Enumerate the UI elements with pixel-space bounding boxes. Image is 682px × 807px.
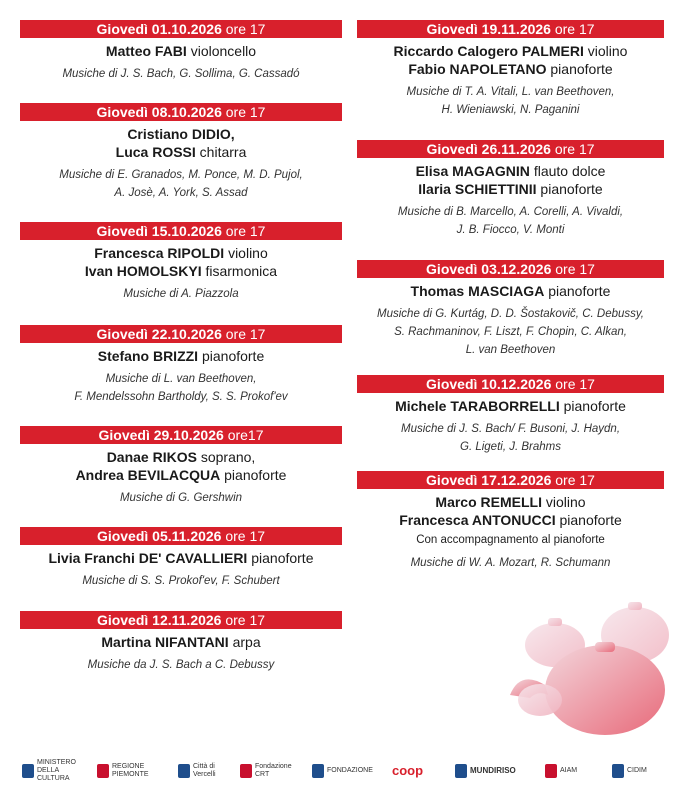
program-line: F. Mendelssohn Bartholdy, S. S. Prokof'ev — [74, 391, 288, 403]
performers — [357, 397, 664, 415]
performer-name: Luca ROSSI — [115, 144, 196, 160]
program-line: Musiche da J. S. Bach a C. Debussy — [87, 659, 275, 671]
event-date: Giovedì 15.10.2026 — [96, 223, 222, 239]
performer-name: Martina NIFANTANI — [101, 634, 229, 650]
performer-name: Francesca RIPOLDI — [94, 245, 225, 261]
performer-line — [357, 60, 664, 78]
program-line: Musiche di W. A. Mozart, R. Schumann — [410, 557, 611, 569]
event-date: Giovedì 08.10.2026 — [96, 104, 222, 120]
logo-vercelli — [178, 756, 218, 786]
performer-name: Elisa MAGAGNIN — [415, 163, 530, 179]
performer-instrument: pianoforte — [563, 398, 626, 414]
performer-name: Andrea BEVILACQUA — [75, 467, 221, 483]
date-bar — [357, 471, 664, 489]
event-date: Giovedì 10.12.2026 — [426, 376, 552, 392]
event-time: ore 17 — [225, 612, 266, 628]
performer-line — [20, 244, 342, 262]
program-line: Musiche di T. A. Vitali, L. van Beethoven, — [406, 86, 615, 98]
event-date: Giovedì 12.11.2026 — [96, 612, 222, 628]
program — [20, 166, 342, 202]
performer-line — [357, 162, 664, 180]
performer-instrument: pianoforte — [201, 348, 265, 364]
program-line: G. Ligeti, J. Brahms — [460, 441, 561, 453]
performer-name: Michele TARABORRELLI — [395, 398, 560, 414]
program — [357, 305, 664, 359]
performer-instrument: violoncello — [190, 43, 257, 59]
program-line: L. van Beethoven — [465, 344, 556, 356]
logo-mundiriso — [455, 756, 533, 786]
logo-regione — [97, 756, 159, 786]
event-time: ore 17 — [555, 376, 595, 392]
date-bar — [20, 20, 342, 38]
performer-line — [357, 511, 664, 529]
performer-line — [357, 397, 664, 415]
event-block — [357, 260, 664, 359]
program-line: Musiche di A. Piazzola — [123, 288, 239, 300]
performers — [357, 42, 664, 78]
performers — [20, 347, 342, 365]
event-time: ore 17 — [555, 472, 595, 488]
date-bar — [357, 260, 664, 278]
crt-mark-icon — [240, 764, 252, 778]
program-line: Musiche di G. Gershwin — [119, 492, 243, 504]
date-bar — [20, 325, 342, 343]
performers — [20, 549, 342, 567]
program — [20, 572, 342, 590]
performer-line — [20, 42, 342, 60]
performer-line — [20, 448, 342, 466]
event-block — [20, 103, 342, 202]
performer-name: Livia Franchi DE' CAVALLIERI — [48, 550, 248, 566]
performer-instrument: pianoforte — [224, 467, 287, 483]
program-line: Musiche di E. Granados, M. Ponce, M. D. Pujol, — [59, 169, 303, 181]
logo-fondazione — [312, 756, 372, 786]
program-line: H. Wieniawski, N. Paganini — [441, 104, 580, 116]
performer-name: Francesca ANTONUCCI — [399, 512, 556, 528]
program-line: J. B. Fiocco, V. Monti — [456, 224, 565, 236]
performer-name: Matteo FABI — [105, 43, 187, 59]
performer-name: Stefano BRIZZI — [97, 348, 199, 364]
program-line: A. Josè, A. York, S. Assad — [114, 187, 248, 199]
event-block — [357, 140, 664, 239]
event-block — [357, 471, 664, 572]
event-time: ore 17 — [225, 528, 266, 544]
performers — [20, 244, 342, 280]
program — [20, 370, 342, 406]
date-bar — [357, 20, 664, 38]
program — [20, 489, 342, 507]
vercelli-mark-icon — [178, 764, 190, 778]
vercelli-logo-text: Città di Vercelli — [193, 763, 216, 778]
performer-name: Cristiano DIDIO, — [127, 126, 235, 142]
performer-line — [20, 549, 342, 567]
program-line: Musiche di G. Kurtág, D. D. Šostakovič, C. Debussy, — [377, 308, 644, 320]
performer-instrument: soprano, — [200, 449, 256, 465]
event-date: Giovedì 29.10.2026 — [98, 427, 224, 443]
event-date: Giovedì 26.11.2026 — [426, 141, 551, 157]
date-bar — [357, 375, 664, 393]
event-note: Con accompagnamento al pianoforte — [416, 534, 605, 546]
performer-name: Danae RIKOS — [106, 449, 197, 465]
cidim-mark-icon — [612, 764, 624, 778]
performer-instrument: flauto dolce — [533, 163, 606, 179]
cidim-logo-text: CIDIM — [627, 767, 647, 774]
performer-instrument: violino — [587, 43, 628, 59]
event-time: ore 17 — [225, 104, 266, 120]
teapot-illustration — [500, 590, 682, 740]
event-block — [20, 222, 342, 303]
aiam-logo-text: AIAM — [560, 767, 578, 774]
performer-line — [357, 282, 664, 300]
date-bar — [20, 426, 342, 444]
event-date: Giovedì 22.10.2026 — [96, 326, 222, 342]
aiam-mark-icon — [545, 764, 557, 778]
performer-instrument: violino — [228, 245, 268, 261]
performer-name: Fabio NAPOLETANO — [408, 61, 547, 77]
event-block — [357, 20, 664, 119]
performer-line — [20, 143, 342, 161]
performer-line — [20, 262, 342, 280]
performer-name: Riccardo Calogero PALMERI — [393, 43, 584, 59]
performers — [20, 448, 342, 484]
date-bar — [357, 140, 664, 158]
performer-name: Marco REMELLI — [435, 494, 542, 510]
ministero-logo-text: MINISTERO DELLA CULTURA — [37, 759, 76, 782]
mundiriso-logo-text: MUNDIRISO — [470, 766, 516, 775]
performer-line — [357, 42, 664, 60]
performer-instrument: pianoforte — [540, 181, 603, 197]
program-line: S. Rachmaninov, F. Liszt, F. Chopin, C. Alkan, — [394, 326, 627, 338]
performers — [357, 282, 664, 300]
event-block — [357, 375, 664, 456]
logo-crt — [240, 756, 300, 786]
performers — [20, 42, 342, 60]
program-line: Musiche di L. van Beethoven, — [105, 373, 257, 385]
program — [20, 65, 342, 83]
performer-instrument: chitarra — [199, 144, 247, 160]
logo-coop — [392, 756, 432, 786]
performer-instrument: pianoforte — [548, 283, 611, 299]
date-bar — [20, 527, 342, 545]
event-time: ore 17 — [225, 21, 266, 37]
performer-line — [20, 347, 342, 365]
performer-name: Thomas MASCIAGA — [410, 283, 545, 299]
fondazione-logo-text: FONDAZIONE — [327, 767, 373, 774]
event-time: ore 17 — [554, 141, 595, 157]
logo-cidim — [612, 756, 662, 786]
event-time: ore 17 — [225, 326, 266, 342]
event-block — [20, 611, 342, 674]
fondazione-mark-icon — [312, 764, 324, 778]
performer-instrument: pianoforte — [251, 550, 314, 566]
program-line: Musiche di S. S. Prokof'ev, F. Schubert — [82, 575, 280, 587]
date-bar — [20, 611, 342, 629]
program — [357, 203, 664, 239]
performers — [357, 162, 664, 198]
performer-instrument: violino — [545, 494, 586, 510]
event-date: Giovedì 05.11.2026 — [96, 528, 222, 544]
mundiriso-mark-icon — [455, 764, 467, 778]
date-bar — [20, 222, 342, 240]
program — [20, 285, 342, 303]
coop-logo-text: coop — [392, 763, 424, 778]
performer-line — [20, 125, 342, 143]
event-time: ore17 — [227, 427, 264, 443]
performer-name: Ilaria SCHIETTINII — [418, 181, 537, 197]
event-block — [20, 527, 342, 590]
program — [357, 554, 664, 572]
regione-mark-icon — [97, 764, 109, 778]
event-time: ore 17 — [225, 223, 266, 239]
logo-aiam — [545, 756, 585, 786]
crt-logo-text: Fondazione CRT — [255, 763, 292, 778]
performers — [20, 633, 342, 651]
program-line: Musiche di J. S. Bach/ F. Busoni, J. Haydn, — [400, 423, 621, 435]
event-date: Giovedì 03.12.2026 — [426, 261, 552, 277]
program-line: Musiche di J. S. Bach, G. Sollima, G. Cassadó — [62, 68, 300, 80]
sponsor-logos — [0, 752, 682, 792]
event-date: Giovedì 19.11.2026 — [426, 21, 551, 37]
event-block — [20, 426, 342, 507]
performer-instrument: fisarmonica — [205, 263, 278, 279]
performers — [357, 493, 664, 529]
performers — [20, 125, 342, 161]
performer-instrument: arpa — [232, 634, 261, 650]
program — [357, 420, 664, 456]
event-time: ore 17 — [555, 261, 595, 277]
event-block — [20, 20, 342, 83]
performer-name: Ivan HOMOLSKYI — [84, 263, 202, 279]
program — [20, 656, 342, 674]
ministero-mark-icon — [22, 764, 34, 778]
performer-instrument: pianoforte — [559, 512, 622, 528]
logo-ministero — [22, 756, 90, 786]
performer-line — [357, 493, 664, 511]
performer-instrument: pianoforte — [550, 61, 613, 77]
performer-line — [357, 180, 664, 198]
program-line: Musiche di B. Marcello, A. Corelli, A. Vivaldi, — [397, 206, 624, 218]
event-time: ore 17 — [554, 21, 595, 37]
date-bar — [20, 103, 342, 121]
event-date: Giovedì 17.12.2026 — [426, 472, 552, 488]
event-date: Giovedì 01.10.2026 — [96, 21, 222, 37]
event-block — [20, 325, 342, 406]
performer-line — [20, 633, 342, 651]
program — [357, 83, 664, 119]
performer-line — [20, 466, 342, 484]
regione-logo-text: REGIONE PIEMONTE — [112, 763, 149, 778]
